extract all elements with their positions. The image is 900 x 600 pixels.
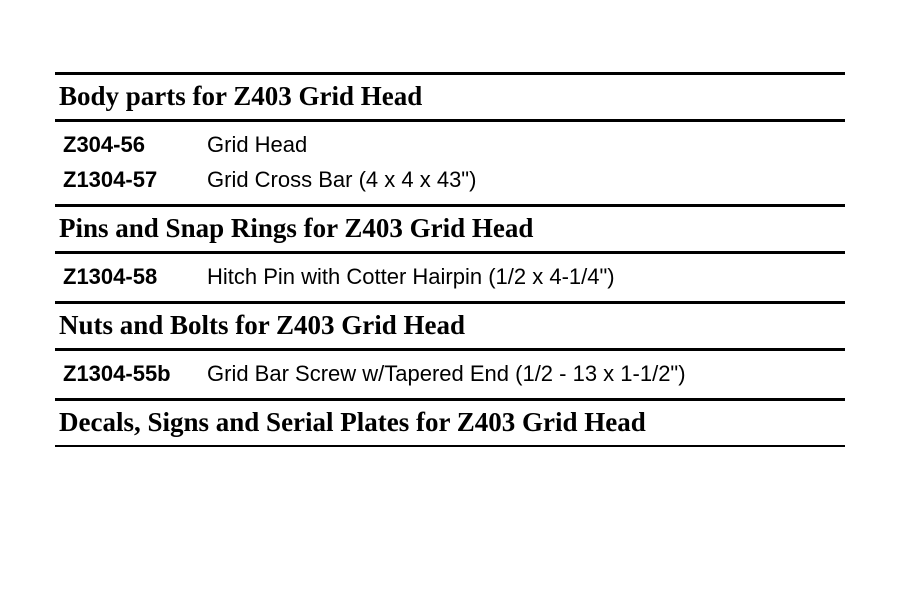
section-header: Decals, Signs and Serial Plates for Z403 Grid Head xyxy=(59,407,646,437)
table-row[interactable] xyxy=(55,128,845,163)
part-list xyxy=(55,351,845,398)
table-row[interactable] xyxy=(55,357,845,392)
part-description: Grid Bar Screw w/Tapered End (1/2 - 13 x 1-1/2") xyxy=(207,361,686,386)
table-row[interactable] xyxy=(55,163,845,198)
section-divider xyxy=(55,445,845,447)
parts-catalog xyxy=(55,72,845,447)
part-description: Hitch Pin with Cotter Hairpin (1/2 x 4-1/4") xyxy=(207,264,615,289)
parts-section xyxy=(55,398,845,447)
parts-section xyxy=(55,204,845,301)
section-header: Nuts and Bolts for Z403 Grid Head xyxy=(59,310,466,340)
part-number: Z1304-55b xyxy=(63,361,171,386)
part-number: Z1304-58 xyxy=(63,264,158,289)
part-number: Z1304-57 xyxy=(63,167,158,192)
parts-section xyxy=(55,72,845,204)
section-header: Body parts for Z403 Grid Head xyxy=(59,81,423,111)
parts-section xyxy=(55,301,845,398)
section-header: Pins and Snap Rings for Z403 Grid Head xyxy=(59,213,534,243)
part-number: Z304-56 xyxy=(63,132,145,157)
part-list xyxy=(55,122,845,204)
part-description: Grid Head xyxy=(207,132,308,157)
part-list xyxy=(55,254,845,301)
table-row[interactable] xyxy=(55,260,845,295)
part-description: Grid Cross Bar (4 x 4 x 43") xyxy=(207,167,477,192)
